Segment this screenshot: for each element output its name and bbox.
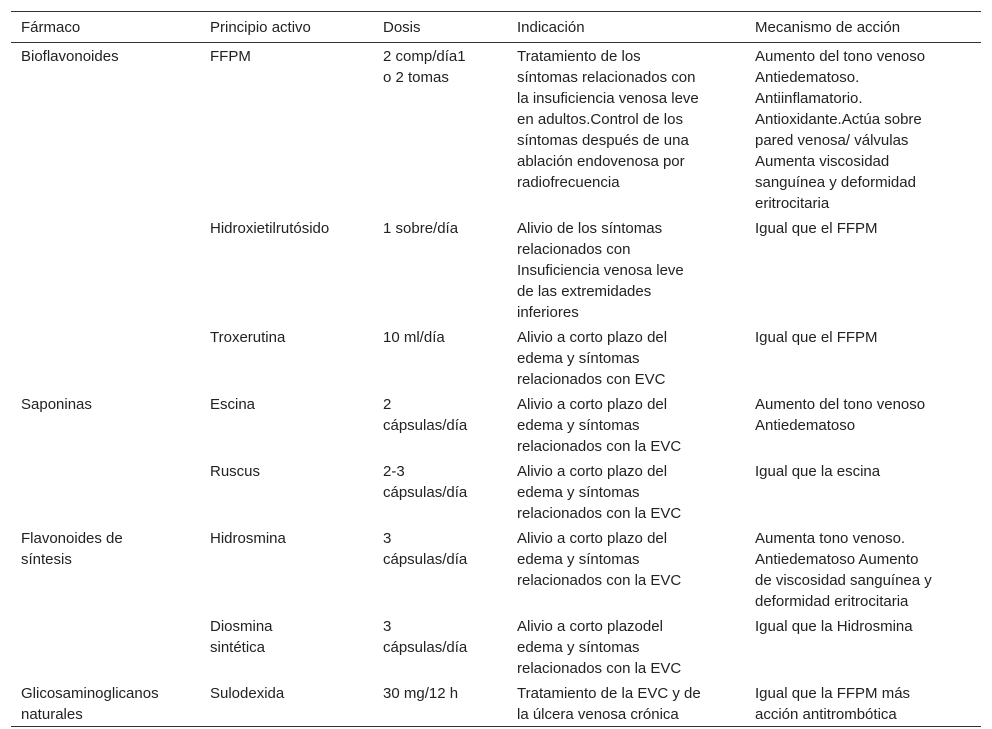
cell-mecanismo-line: acción antitrombótica — [755, 706, 897, 723]
cell-mecanismo-line: deformidad eritrocitaria — [755, 593, 909, 610]
drug-table — [11, 11, 981, 727]
cell-indicacion-line: Alivio a corto plazo del — [517, 530, 668, 547]
cell-dosis-line: 2 comp/día1 — [383, 48, 466, 65]
drug-table-container — [11, 11, 981, 727]
cell-indicacion-line: relacionados con EVC — [517, 371, 666, 388]
cell-principio-activo-line: Sulodexida — [210, 685, 285, 702]
cell-mecanismo-line: Antiedematoso Aumento — [755, 551, 919, 568]
cell-mecanismo-line: sanguínea y deformidad — [755, 174, 916, 191]
cell-mecanismo-line: Aumento del tono venoso — [755, 396, 926, 413]
cell-indicacion — [507, 215, 745, 324]
cell-dosis-line: cápsulas/día — [383, 484, 468, 501]
cell-farmaco — [11, 525, 200, 680]
cell-principio-activo-line: Hidrosmina — [210, 530, 286, 547]
cell-principio-activo — [200, 43, 373, 216]
cell-mecanismo-line: Antioxidante.Actúa sobre — [755, 111, 922, 128]
cell-mecanismo-line: Igual que el FFPM — [755, 329, 878, 346]
cell-farmaco — [11, 391, 200, 525]
cell-farmaco-line: Saponinas — [21, 396, 92, 413]
cell-indicacion-line: síntomas relacionados con — [517, 69, 696, 86]
cell-farmaco-line: Flavonoides de — [21, 530, 123, 547]
cell-principio-activo — [200, 613, 373, 680]
cell-indicacion-line: edema y síntomas — [517, 639, 640, 656]
cell-indicacion-line: Alivio a corto plazo del — [517, 463, 668, 480]
cell-mecanismo-line: eritrocitaria — [755, 195, 830, 212]
cell-indicacion-line: síntomas después de una — [517, 132, 689, 149]
cell-indicacion-line: edema y síntomas — [517, 484, 640, 501]
cell-indicacion-line: edema y síntomas — [517, 417, 640, 434]
header-dosis: Dosis — [383, 18, 421, 36]
cell-mecanismo — [745, 525, 981, 613]
cell-mecanismo-line: Antiinflamatorio. — [755, 90, 863, 107]
cell-indicacion-line: de las extremidades — [517, 283, 652, 300]
cell-farmaco-line: Glicosaminoglicanos — [21, 685, 159, 702]
header-mecanismo: Mecanismo de acción — [755, 18, 901, 36]
header-indicacion: Indicación — [517, 18, 585, 36]
cell-indicacion-line: Insuficiencia venosa leve — [517, 262, 684, 279]
cell-dosis — [373, 215, 507, 324]
cell-principio-activo — [200, 215, 373, 324]
cell-principio-activo — [200, 458, 373, 525]
header-farmaco: Fármaco — [21, 18, 81, 36]
cell-mecanismo — [745, 43, 981, 216]
cell-farmaco-line: naturales — [21, 706, 83, 723]
cell-dosis — [373, 458, 507, 525]
cell-indicacion-line: relacionados con la EVC — [517, 572, 682, 589]
cell-mecanismo-line: Antiedematoso — [755, 417, 856, 434]
cell-principio-activo — [200, 324, 373, 391]
cell-principio-activo — [200, 680, 373, 727]
cell-indicacion — [507, 458, 745, 525]
cell-mecanismo — [745, 613, 981, 680]
cell-indicacion-line: Alivio de los síntomas — [517, 220, 663, 237]
cell-indicacion-line: Alivio a corto plazo del — [517, 396, 668, 413]
table-row — [11, 525, 981, 613]
cell-dosis — [373, 324, 507, 391]
cell-dosis — [373, 613, 507, 680]
cell-indicacion-line: edema y síntomas — [517, 350, 640, 367]
cell-principio-activo-line: Ruscus — [210, 463, 261, 480]
cell-dosis-line: 3 — [383, 530, 392, 547]
cell-mecanismo-line: Aumento del tono venoso — [755, 48, 926, 65]
cell-farmaco — [11, 680, 200, 727]
cell-indicacion-line: relacionados con la EVC — [517, 660, 682, 677]
cell-indicacion-line: relacionados con — [517, 241, 631, 258]
cell-farmaco — [11, 43, 200, 392]
cell-indicacion-line: inferiores — [517, 304, 579, 321]
cell-dosis — [373, 391, 507, 458]
cell-dosis-line: cápsulas/día — [383, 417, 468, 434]
cell-mecanismo — [745, 391, 981, 458]
cell-principio-activo-line: Troxerutina — [210, 329, 286, 346]
cell-indicacion-line: la úlcera venosa crónica — [517, 706, 679, 723]
table-row — [11, 43, 981, 216]
table-row — [11, 680, 981, 727]
table-body — [11, 43, 981, 727]
cell-mecanismo — [745, 458, 981, 525]
table-row — [11, 391, 981, 458]
cell-indicacion — [507, 680, 745, 727]
cell-indicacion-line: la insuficiencia venosa leve — [517, 90, 699, 107]
cell-principio-activo-line: Diosmina — [210, 618, 273, 635]
cell-indicacion-line: ablación endovenosa por — [517, 153, 685, 170]
cell-indicacion — [507, 525, 745, 613]
cell-mecanismo — [745, 215, 981, 324]
cell-mecanismo-line: Igual que la FFPM más — [755, 685, 911, 702]
cell-mecanismo-line: Antiedematoso. — [755, 69, 860, 86]
cell-dosis-line: 1 sobre/día — [383, 220, 459, 237]
cell-farmaco-line: síntesis — [21, 551, 72, 568]
cell-dosis — [373, 43, 507, 216]
cell-mecanismo-line: Igual que el FFPM — [755, 220, 878, 237]
cell-mecanismo-line: Igual que la Hidrosmina — [755, 618, 913, 635]
cell-indicacion-line: Alivio a corto plazo del — [517, 329, 668, 346]
cell-mecanismo-line: Igual que la escina — [755, 463, 881, 480]
cell-dosis — [373, 680, 507, 727]
cell-mecanismo-line: Aumenta viscosidad — [755, 153, 890, 170]
cell-indicacion-line: edema y síntomas — [517, 551, 640, 568]
cell-indicacion-line: relacionados con la EVC — [517, 438, 682, 455]
cell-indicacion — [507, 613, 745, 680]
cell-mecanismo-line: de viscosidad sanguínea y — [755, 572, 932, 589]
cell-mecanismo-line: pared venosa/ válvulas — [755, 132, 909, 149]
cell-principio-activo-line: Hidroxietilrutósido — [210, 220, 330, 237]
cell-indicacion — [507, 324, 745, 391]
cell-dosis-line: 10 ml/día — [383, 329, 445, 346]
cell-dosis-line: 3 — [383, 618, 392, 635]
cell-dosis-line: o 2 tomas — [383, 69, 449, 86]
cell-principio-activo — [200, 391, 373, 458]
cell-mecanismo-line: Aumenta tono venoso. — [755, 530, 906, 547]
cell-indicacion-line: Tratamiento de la EVC y de — [517, 685, 701, 702]
cell-principio-activo-line: sintética — [210, 639, 266, 656]
cell-indicacion-line: radiofrecuencia — [517, 174, 620, 191]
cell-indicacion-line: relacionados con la EVC — [517, 505, 682, 522]
cell-indicacion-line: Tratamiento de los — [517, 48, 641, 65]
cell-dosis-line: cápsulas/día — [383, 639, 468, 656]
cell-dosis-line: 2 — [383, 396, 392, 413]
cell-indicacion-line: Alivio a corto plazodel — [517, 618, 663, 635]
cell-indicacion — [507, 391, 745, 458]
cell-mecanismo — [745, 680, 981, 727]
table-header-row — [11, 12, 981, 43]
cell-principio-activo — [200, 525, 373, 613]
header-principio-activo: Principio activo — [210, 18, 311, 36]
cell-principio-activo-line: FFPM — [210, 48, 251, 65]
cell-indicacion-line: en adultos.Control de los — [517, 111, 683, 128]
cell-mecanismo — [745, 324, 981, 391]
cell-indicacion — [507, 43, 745, 216]
cell-principio-activo-line: Escina — [210, 396, 256, 413]
cell-dosis — [373, 525, 507, 613]
cell-dosis-line: cápsulas/día — [383, 551, 468, 568]
cell-dosis-line: 30 mg/12 h — [383, 685, 459, 702]
cell-farmaco-line: Bioflavonoides — [21, 48, 119, 65]
cell-dosis-line: 2-3 — [383, 463, 405, 480]
